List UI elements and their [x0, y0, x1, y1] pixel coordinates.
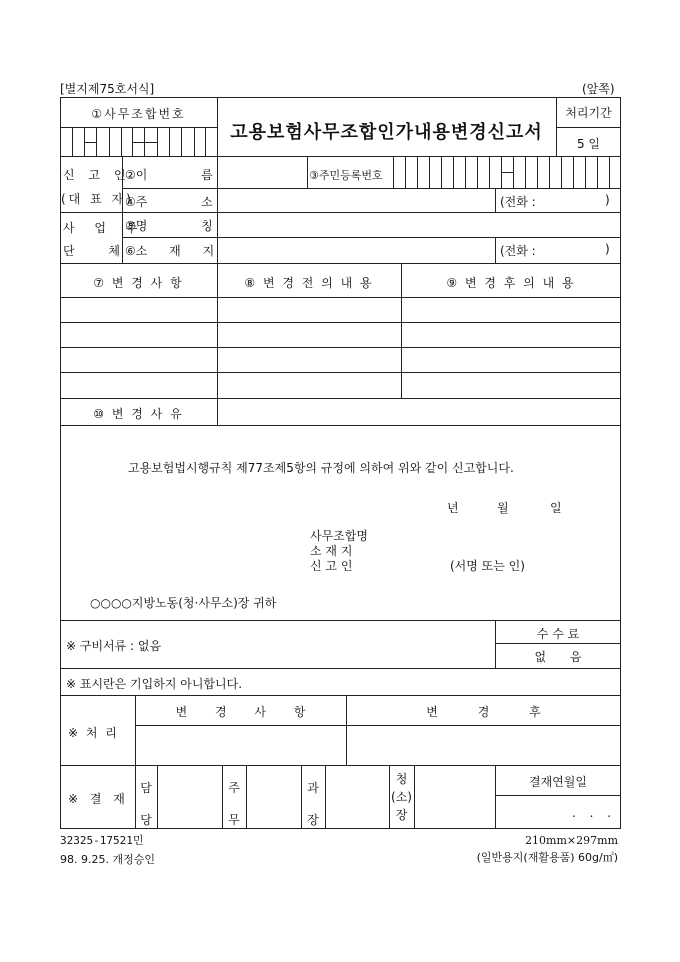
representative-label: (대 표 자) — [61, 192, 134, 206]
form-code: 32325-17521민 — [60, 834, 144, 847]
digit-divider — [157, 127, 158, 156]
date-year: 년 — [447, 501, 459, 515]
digit-divider — [429, 156, 430, 188]
required-docs: ※ 구비서류 : 없음 — [66, 639, 162, 653]
office-number-label: ①사무조합번호 — [91, 107, 186, 121]
date-month: 월 — [497, 501, 509, 515]
digit-divider — [585, 156, 586, 188]
digit-divider — [525, 156, 526, 188]
change-reason-label: ⑩ 변 경 사 유 — [93, 407, 184, 421]
digit-dash — [501, 172, 513, 173]
role-manager: 과 장 — [307, 781, 319, 827]
role-director: 청 (소) 장 — [391, 772, 412, 822]
digit-divider — [205, 127, 206, 156]
business-name-label: ⑤명 칭 — [125, 219, 213, 233]
digit-divider — [72, 127, 73, 156]
paper-size: 210mm×297mm — [525, 834, 618, 847]
digit-divider — [597, 156, 598, 188]
declarant-label: 신 고 인 — [310, 559, 353, 573]
business-label-1: 사 업 주 — [63, 221, 146, 235]
processing-col-item: 변 경 사 항 — [175, 705, 306, 719]
approval-date-value[interactable]: . . . — [572, 806, 612, 820]
processing-col-after: 변 경 후 — [426, 705, 541, 719]
union-name-label: 사무조합명 — [310, 529, 368, 543]
processing-period-label: 처리기간 — [565, 106, 612, 120]
reporter-label: 신 고 인 — [63, 168, 131, 182]
col-before: ⑧ 변 경 전 의 내 용 — [244, 276, 374, 290]
digit-divider — [549, 156, 550, 188]
digit-divider — [609, 156, 610, 188]
business-phone[interactable]: (전화 : ) — [500, 242, 610, 258]
col-change-item: ⑦ 변 경 사 항 — [93, 276, 184, 290]
recipient: ○○○○지방노동(청·사무소)장 귀하 — [90, 596, 277, 610]
paper-type: (일반용지(재활용품) 60g/㎡) — [476, 851, 618, 864]
approval-date-label: 결재연월일 — [529, 775, 587, 789]
approval-note: 98. 9.25. 개정승인 — [60, 853, 155, 866]
notice: ※ 표시란은 기입하지 아니합니다. — [66, 677, 243, 691]
form-title: 고용보험사무조합인가내용변경신고서 — [230, 122, 543, 143]
rrn-label: ③주민등록번호 — [309, 169, 383, 182]
fee-value: 없 음 — [534, 650, 582, 664]
digit-divider — [513, 156, 514, 188]
signature-note: (서명 또는 인) — [450, 559, 525, 573]
name-field[interactable] — [218, 157, 306, 187]
digit-divider — [169, 127, 170, 156]
location-label: ⑥소 재 지 — [125, 244, 215, 258]
location-field[interactable] — [218, 238, 494, 262]
declaration-text: 고용보험법시행규칙 제77조제5항의 규정에 의하여 위와 같이 신고합니다. — [128, 461, 514, 475]
change-reason-field[interactable] — [218, 399, 620, 424]
digit-divider — [453, 156, 454, 188]
digit-divider — [194, 127, 195, 156]
col-after: ⑨ 변 경 후 의 내 용 — [446, 276, 576, 290]
digit-dash — [132, 142, 144, 143]
digit-divider — [96, 127, 97, 156]
digit-divider — [537, 156, 538, 188]
date-day: 일 — [550, 501, 562, 515]
digit-divider — [441, 156, 442, 188]
address-field[interactable] — [218, 189, 494, 211]
digit-divider — [561, 156, 562, 188]
business-label-2: 단 체 — [63, 244, 120, 258]
digit-divider — [573, 156, 574, 188]
name-label: ②이 름 — [125, 168, 213, 182]
digit-divider — [489, 156, 490, 188]
rrn-boxes[interactable] — [393, 156, 621, 188]
processing-period-value: 5 일 — [576, 137, 601, 151]
reporter-phone[interactable]: (전화 : ) — [500, 193, 610, 209]
approval-label: ※ 결 재 — [68, 792, 125, 806]
digit-dash — [144, 142, 157, 143]
digit-divider — [465, 156, 466, 188]
digit-dash — [84, 142, 96, 143]
digit-divider — [181, 127, 182, 156]
union-location-label: 소 재 지 — [310, 544, 353, 558]
form-number: [별지제75호서식] — [60, 82, 155, 96]
page-side: (앞쪽) — [582, 82, 615, 96]
address-label: ④주 소 — [125, 195, 213, 209]
digit-divider — [405, 156, 406, 188]
role-staff: 담 당 — [140, 781, 152, 827]
digit-divider — [477, 156, 478, 188]
office-number-boxes[interactable] — [60, 127, 217, 156]
digit-divider — [121, 127, 122, 156]
digit-divider — [417, 156, 418, 188]
business-name-field[interactable] — [218, 213, 620, 236]
role-chief: 주 무 — [228, 781, 240, 827]
digit-divider — [109, 127, 110, 156]
processing-label: ※ 처 리 — [68, 726, 117, 740]
fee-label: 수 수 료 — [536, 627, 580, 641]
